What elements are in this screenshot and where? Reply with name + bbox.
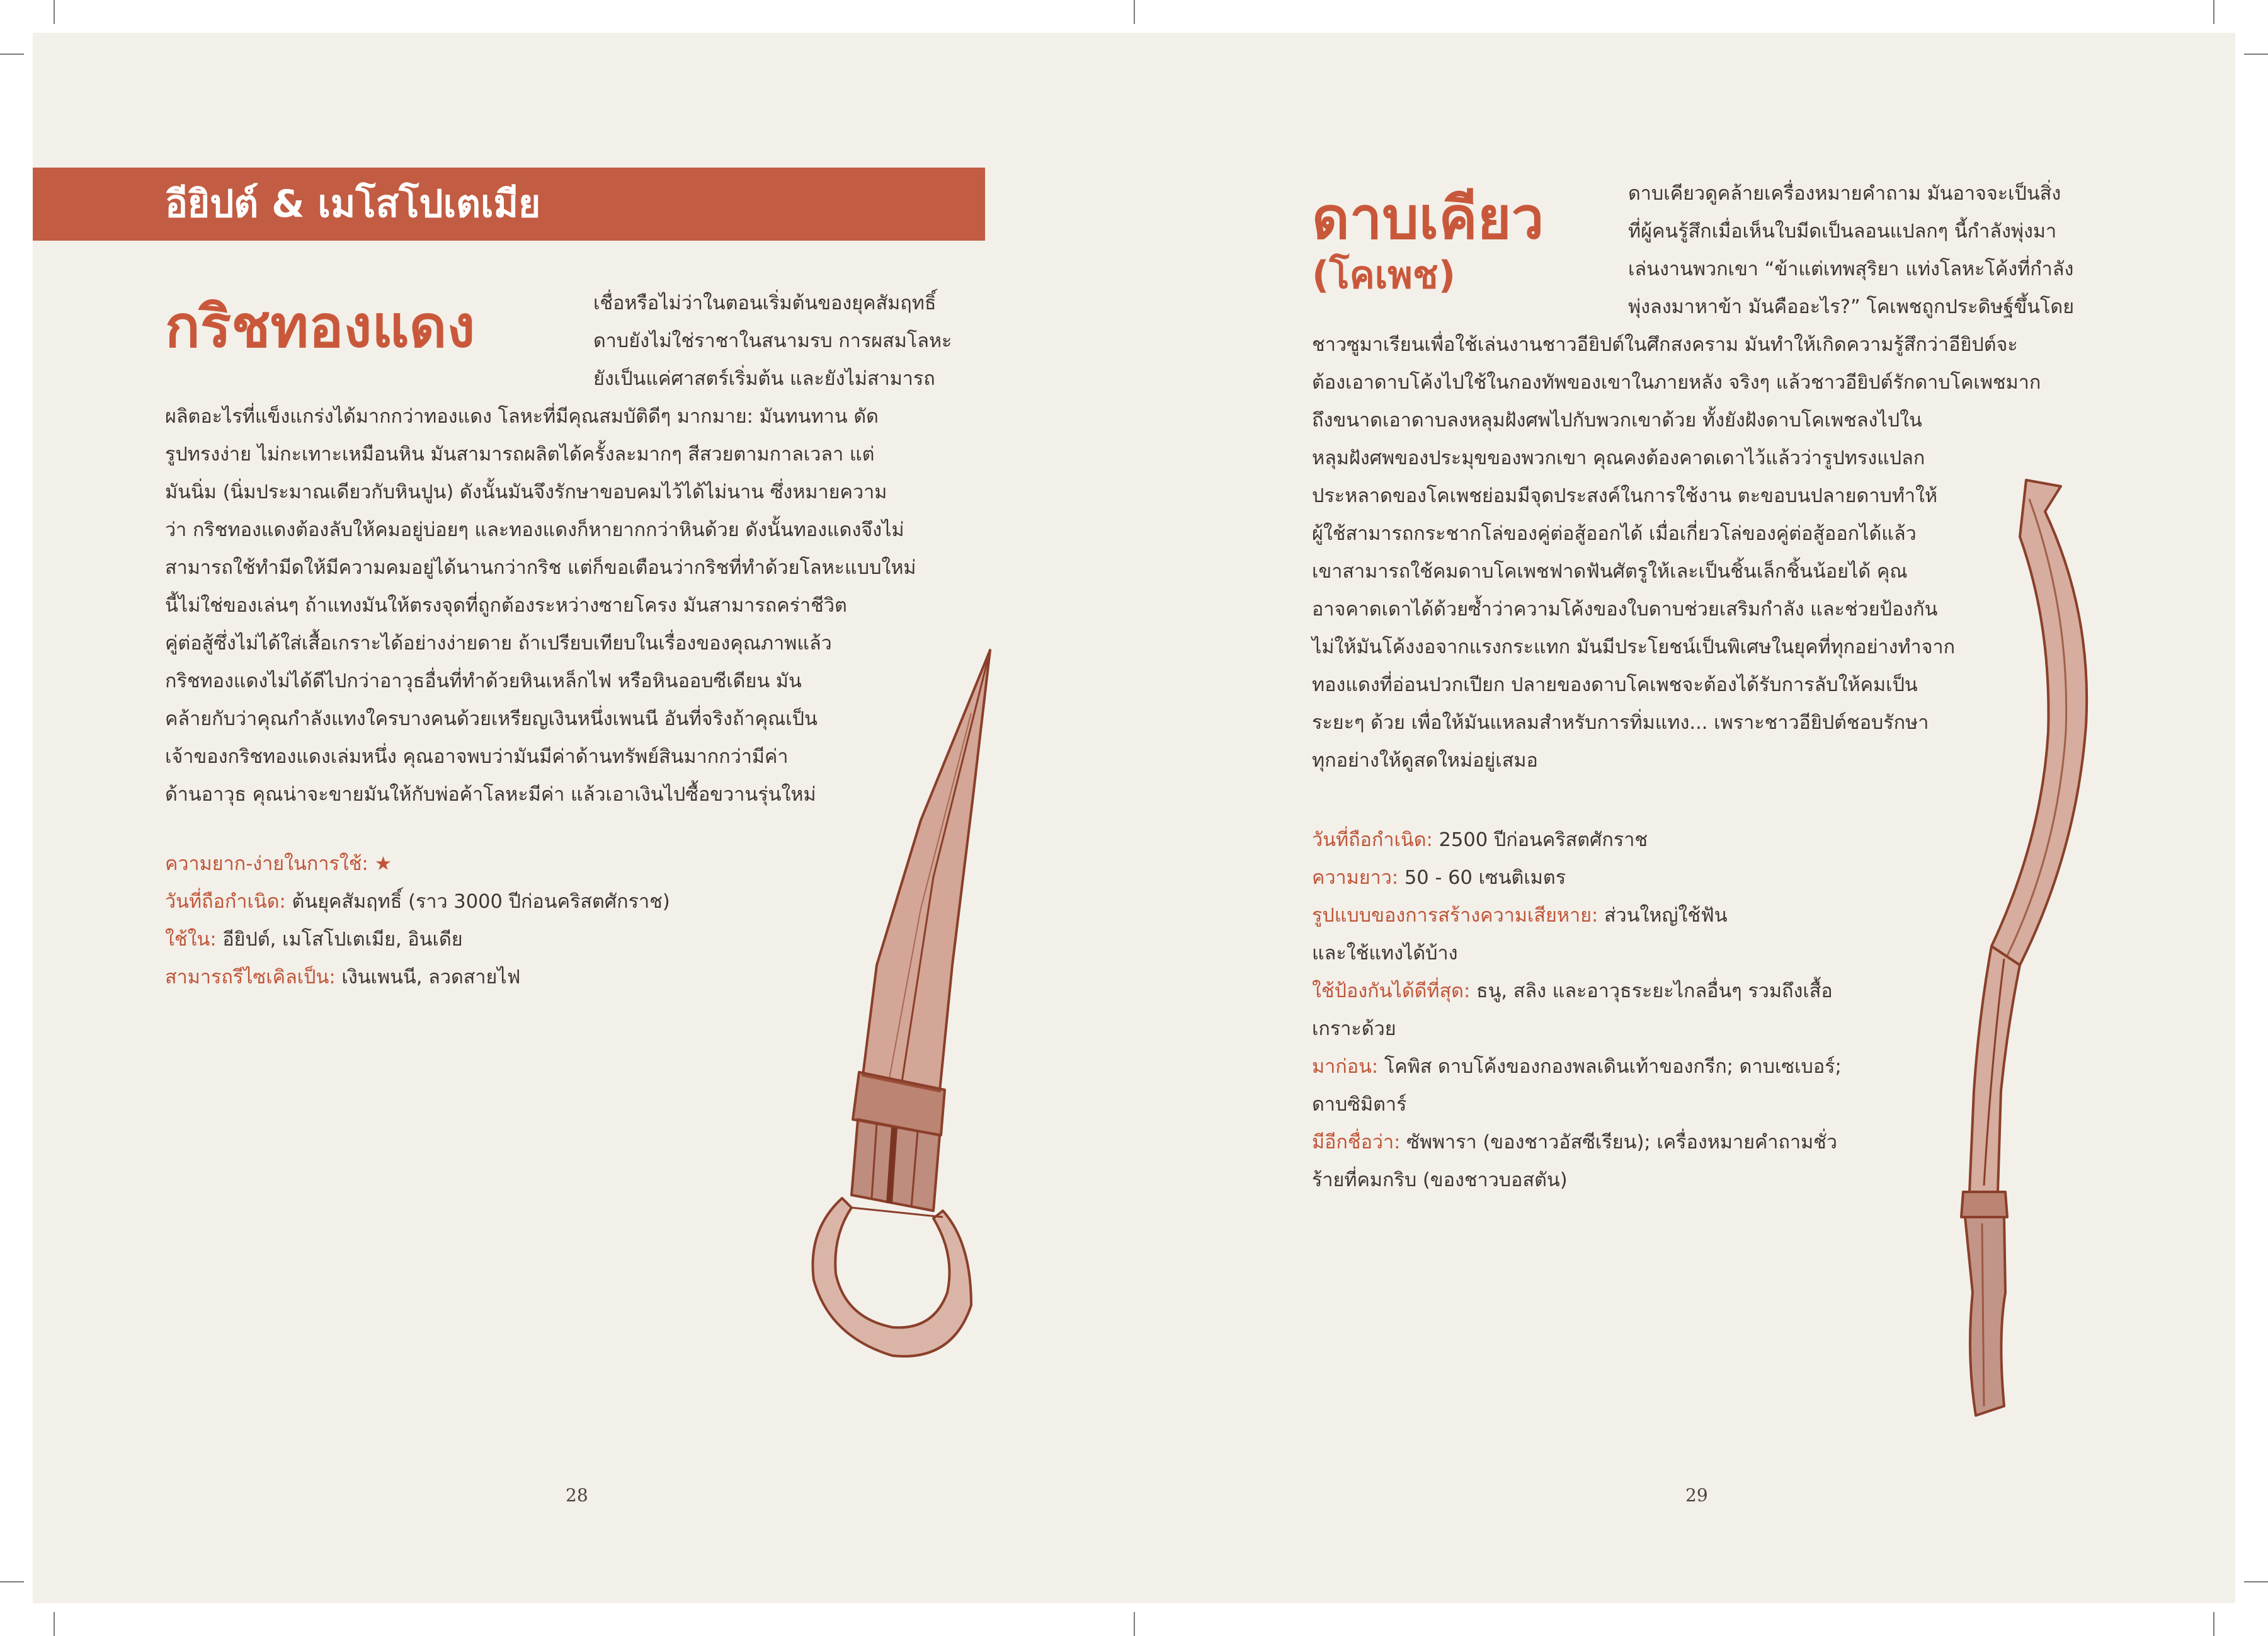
before-row-cont: ดาบซิมิตาร์ <box>1312 1094 1407 1116</box>
entry-title: กริชทองแดง <box>165 293 476 360</box>
aka-label: มีอีกชื่อว่า: <box>1312 1131 1401 1153</box>
recycle-row <box>165 965 520 990</box>
body-line: ด้านอาวุธ คุณน่าจะขายมันให้กับพ่อค้าโลหะมีค่า แล้วเอาเงินไปซื้อขวานรุ่นใหม่ <box>165 784 816 806</box>
section-banner-title: อียิปต์ & เมโสโปเตเมีย <box>165 182 541 226</box>
used-in-row <box>165 927 463 952</box>
crop-mark <box>1134 1612 1135 1636</box>
entry-title: ดาบเคียว <box>1312 185 1544 252</box>
intro-line: ที่ผู้คนรู้สึกเมื่อเห็นใบมีดเป็นลอนแปลกๆ นี้กำลังพุ่งมา <box>1628 220 2057 243</box>
star-icon: ★ <box>374 853 392 875</box>
before-row <box>1312 1055 1842 1080</box>
crop-mark <box>54 1612 55 1636</box>
body-line: ผลิตอะไรที่แข็งแกร่งได้มากกว่าทองแดง โลหะที่มีคุณสมบัติดีๆ มากมาย: มันทนทาน ดัด <box>165 406 879 428</box>
crop-mark <box>2244 54 2268 55</box>
best-vs-label: ใช้ป้องกันได้ดีที่สุด: <box>1312 980 1471 1002</box>
intro-line: เล่นงานพวกเขา “ข้าแต่เทพสุริยา แท่งโลหะโค้งที่กำลัง <box>1628 258 2074 280</box>
khopesh-illustration <box>1903 461 2111 1444</box>
body-line: เจ้าของกริชทองแดงเล่มหนึ่ง คุณอาจพบว่ามันมีค่าด้านทรัพย์สินมากกว่ามีค่า <box>165 746 789 768</box>
body-line: กริชทองแดงไม่ได้ดีไปกว่าอาวุธอื่นที่ทำด้วยหินเหล็กไฟ หรือหินออบซีเดียน มัน <box>165 670 802 692</box>
body-line: ทองแดงที่อ่อนปวกเปียก ปลายของดาบโคเพชจะต้องได้รับการลับให้คมเป็น <box>1312 674 1918 696</box>
best-vs-row <box>1312 979 1833 1004</box>
difficulty-label: ความยาก-ง่ายในการใช้: <box>165 853 368 875</box>
entry-subtitle: (โคเพช) <box>1312 253 1456 297</box>
damage-row-cont: และใช้แทงได้บ้าง <box>1312 942 1458 964</box>
origin-label: วันที่ถือกำเนิด: <box>1312 829 1433 851</box>
difficulty-row <box>165 852 392 877</box>
recycle-label: สามารถรีไซเคิลเป็น: <box>165 966 336 988</box>
used-in-value: อียิปต์, เมโสโปเตเมีย, อินเดีย <box>222 929 463 951</box>
used-in-label: ใช้ใน: <box>165 929 217 951</box>
body-line: นี้ไม่ใช่ของเล่นๆ ถ้าแทงมันให้ตรงจุดที่ถูกต้องระหว่างซายโครง มันสามารถคร่าชีวิต <box>165 595 847 617</box>
left-page <box>33 33 1134 1603</box>
length-row <box>1312 866 1566 891</box>
body-line: ว่า กริชทองแดงต้องลับให้คมอยู่บ่อยๆ และทองแดงก็หายากกว่าหินด้วย ดังนั้นทองแดงจึงไม่ <box>165 519 904 541</box>
crop-mark <box>0 54 24 55</box>
origin-value: 2500 ปีก่อนคริสตศักราช <box>1439 829 1648 851</box>
body-line: เขาสามารถใช้คมดาบโคเพชฟาดฟันศัตรูให้เละเป็นชิ้นเล็กชิ้นน้อยได้ คุณ <box>1312 561 1908 583</box>
body-line: อาจคาดเดาได้ด้วยซ้ำว่าความโค้งของใบดาบช่วยเสริมกำลัง และช่วยป้องกัน <box>1312 598 1938 621</box>
page-number: 29 <box>1685 1485 1708 1506</box>
body-line: ต้องเอาดาบโค้งไปใช้ในกองทัพของเขาในภายหลัง จริงๆ แล้วชาวอียิปต์รักดาบโคเพชมาก <box>1312 372 2041 394</box>
body-line: ถึงขนาดเอาดาบลงหลุมฝังศพไปกับพวกเขาด้วย ทั้งยังฝังดาบโคเพชลงไปใน <box>1312 409 1922 432</box>
aka-value: ซัพพารา (ของชาวอัสซีเรียน); เครื่องหมายคำถามชั่ว <box>1406 1131 1838 1153</box>
copper-dagger-illustration <box>782 612 1009 1400</box>
body-line: ประหลาดของโคเพชย่อมมีจุดประสงค์ในการใช้งาน ตะขอบนปลายดาบทำให้ <box>1312 485 1938 507</box>
intro-line: ยังเป็นแค่ศาสตร์เริ่มต้น และยังไม่สามารถ <box>593 368 935 390</box>
aka-row <box>1312 1130 1837 1155</box>
damage-row <box>1312 903 1728 929</box>
crop-mark <box>1134 0 1135 24</box>
length-label: ความยาว: <box>1312 867 1399 889</box>
best-vs-value: ธนู, สลิง และอาวุธระยะไกลอื่นๆ รวมถึงเสื้อ <box>1476 980 1833 1002</box>
book-spread <box>33 33 2235 1603</box>
body-line: คล้ายกับว่าคุณกำลังแทงใครบางคนด้วยเหรียญเงินหนึ่งเพนนี อันที่จริงถ้าคุณเป็น <box>165 708 818 730</box>
body-line: มันนิ่ม (นิ่มประมาณเดียวกับหินปูน) ดังนั้นมันจึงรักษาขอบคมไว้ได้ไม่นาน ซึ่งหมายความ <box>165 481 887 503</box>
before-value: โคพิส ดาบโค้งของกองพลเดินเท้าของกรีก; ดาบเซเบอร์; <box>1384 1056 1842 1078</box>
origin-label: วันที่ถือกำเนิด: <box>165 891 286 913</box>
right-page <box>1134 33 2235 1603</box>
best-vs-row-cont: เกราะด้วย <box>1312 1018 1396 1040</box>
intro-line: ดาบเคียวดูคล้ายเครื่องหมายคำถาม มันอาจจะเป็นสิ่ง <box>1628 183 2061 205</box>
aka-row-cont: ร้ายที่คมกริบ (ของชาวบอสตัน) <box>1312 1169 1568 1191</box>
length-value: 50 - 60 เซนติเมตร <box>1404 867 1566 889</box>
crop-mark <box>2213 1612 2214 1636</box>
origin-value: ต้นยุคสัมฤทธิ์ (ราว 3000 ปีก่อนคริสตศักราช) <box>292 891 670 913</box>
body-line: ระยะๆ ด้วย เพื่อให้มันแหลมสำหรับการทิ่มแทง... เพราะชาวอียิปต์ชอบรักษา <box>1312 712 1929 734</box>
body-line: ทุกอย่างให้ดูสดใหม่อยู่เสมอ <box>1312 750 1538 772</box>
origin-row <box>1312 828 1648 853</box>
intro-line: ดาบยังไม่ใช่ราชาในสนามรบ การผสมโลหะ <box>593 330 952 352</box>
before-label: มาก่อน: <box>1312 1056 1379 1078</box>
body-line: หลุมฝังศพของประมุขของพวกเขา คุณคงต้องคาดเดาไว้แล้วว่ารูปทรงแปลก <box>1312 447 1925 469</box>
body-line: คู่ต่อสู้ซึ่งไม่ได้ใส่เสื้อเกราะได้อย่างง่ายดาย ถ้าเปรียบเทียบในเรื่องของคุณภาพแล้ว <box>165 632 832 655</box>
body-line: สามารถใช้ทำมีดให้มีความคมอยู่ได้นานกว่ากริช แต่ก็ขอเตือนว่ากริชที่ทำด้วยโลหะแบบใหม่ <box>165 557 916 579</box>
crop-mark <box>2244 1581 2268 1582</box>
crop-mark <box>2213 0 2214 24</box>
body-line: ไม่ให้มันโค้งงอจากแรงกระแทก มันมีประโยชน์เป็นพิเศษในยุคที่ทุกอย่างทำจาก <box>1312 636 1956 658</box>
crop-mark <box>0 1581 24 1582</box>
body-line: รูปทรงง่าย ไม่กะเทาะเหมือนหิน มันสามารถผลิตได้ครั้งละมากๆ สีสวยตามกาลเวลา แต่ <box>165 443 875 466</box>
body-line: ชาวซูมาเรียนเพื่อใช้เล่นงานชาวอียิปต์ในศึกสงคราม มันทำให้เกิดความรู้สึกว่าอียิปต์จะ <box>1312 334 2018 356</box>
origin-row <box>165 890 670 915</box>
crop-mark <box>54 0 55 24</box>
intro-line: พุ่งลงมาหาข้า มันคืออะไร?” โคเพชถูกประดิษฐ์ขึ้นโดย <box>1628 296 2075 318</box>
section-banner <box>33 168 985 241</box>
intro-line: เชื่อหรือไม่ว่าในตอนเริ่มต้นของยุคสัมฤทธิ์ <box>593 292 937 314</box>
recycle-value: เงินเพนนี, ลวดสายไฟ <box>341 966 521 988</box>
page-number: 28 <box>566 1485 588 1506</box>
damage-label: รูปแบบของการสร้างความเสียหาย: <box>1312 905 1598 927</box>
damage-value: ส่วนใหญ่ใช้ฟัน <box>1604 905 1728 927</box>
body-line: ผู้ใช้สามารถกระชากโล่ของคู่ต่อสู้ออกได้ เมื่อเกี่ยวโล่ของคู่ต่อสู้ออกได้แล้ว <box>1312 523 1917 545</box>
